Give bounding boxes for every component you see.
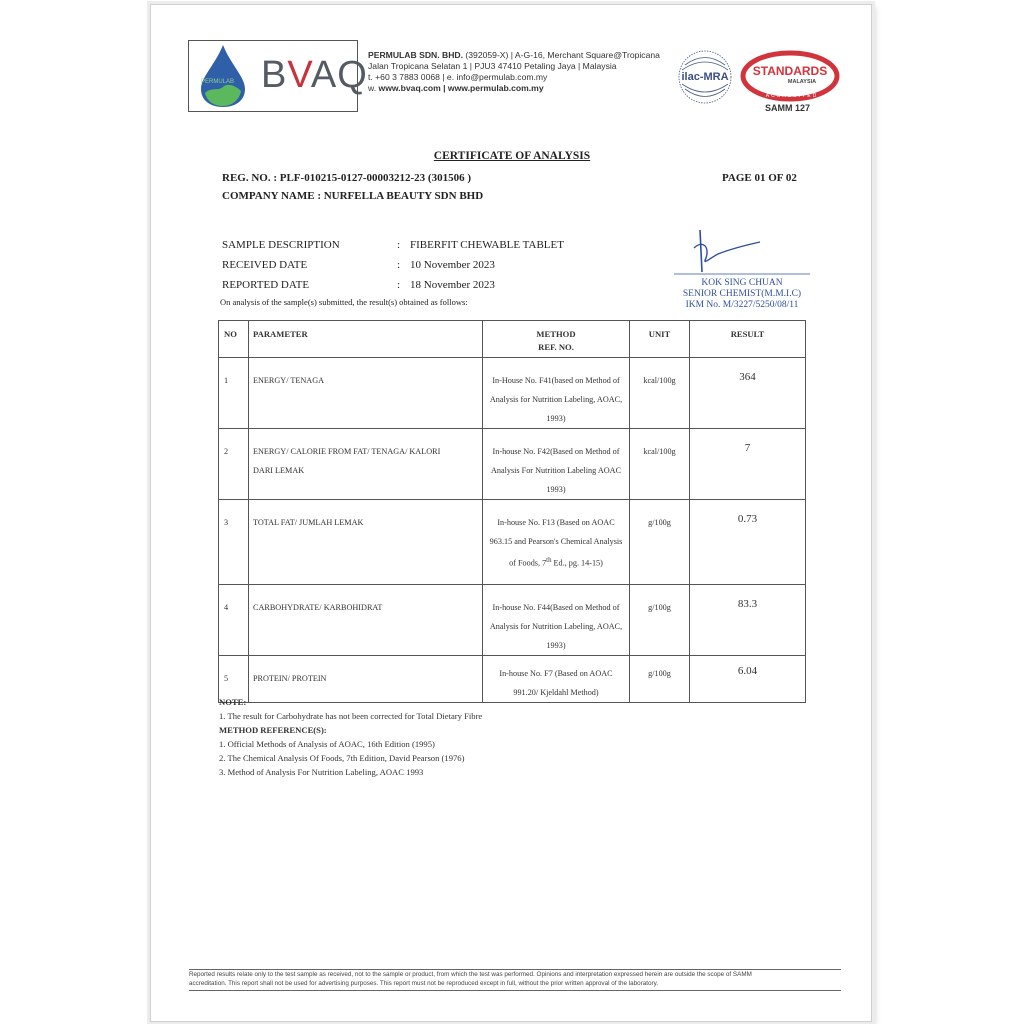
sample-description-label: SAMPLE DESCRIPTION (222, 239, 340, 251)
certificate-title: CERTIFICATE OF ANALYSIS (433, 150, 591, 162)
reg-number: REG. NO. : PLF-010215-0127-00003212-23 (301506 ) (222, 172, 472, 184)
table-row (219, 429, 806, 500)
row-unit: g/100g (648, 669, 671, 678)
row-unit: kcal/100g (643, 447, 676, 456)
reference-item: 3. Method of Analysis For Nutrition Labeling, AOAC 1993 (219, 767, 424, 777)
row-parameter: ENERGY/ TENAGA (253, 376, 325, 385)
results-table (218, 320, 806, 703)
web-line (368, 83, 660, 94)
reported-date-sep: : (397, 279, 401, 291)
table-row (219, 585, 806, 656)
row-unit: g/100g (648, 603, 671, 612)
row-method-part-a: In-house No. F13 (Based on AOAC 963.15 and Pearson's Chemical Analysis of Foods, 7 (489, 518, 623, 568)
header-method (483, 321, 630, 358)
drop-label: PERMULAB (201, 79, 235, 85)
footer-line-2: accreditation. This report shall not be used for advertising purposes. This report must not be reproduced except in full, without the prior written approval of the laboratory. (189, 979, 659, 987)
row-unit: kcal/100g (643, 376, 676, 385)
standards-ring-text: ACCREDITED (765, 93, 819, 99)
row-unit: g/100g (648, 518, 671, 527)
row-parameter: PROTEIN/ PROTEIN (253, 674, 327, 683)
standards-sub: MALAYSIA (787, 79, 817, 85)
row-parameter: ENERGY/ CALORIE FROM FAT/ TENAGA/ KALORI DARI LEMAK (253, 447, 441, 475)
received-date-sep: : (397, 259, 401, 271)
header-unit: UNIT (630, 321, 690, 358)
signatory-block (672, 278, 812, 311)
web-prefix: w. (368, 83, 379, 93)
page-number: PAGE 01 OF 02 (722, 172, 797, 184)
company-name: COMPANY NAME : NURFELLA BEAUTY SDN BHD (222, 190, 484, 202)
page-title (0, 150, 1024, 162)
bvaq-v-letter: V (287, 54, 311, 96)
ilac-text: ilac-MRA (681, 71, 729, 83)
water-drop-icon (193, 43, 253, 109)
method-reference-heading: METHOD REFERENCE(S): (219, 725, 327, 735)
header-parameter: PARAMETER (249, 321, 483, 358)
signatory-ikm: IKM No. M/3227/5250/08/11 (685, 300, 799, 310)
address-line-1 (368, 50, 660, 61)
standards-text: STANDARDS (752, 64, 828, 78)
note-item: 1. The result for Carbohydrate has not been corrected for Total Dietary Fibre (219, 711, 483, 721)
header-method-line2: REF. NO. (538, 342, 574, 352)
row-result: 6.04 (737, 665, 758, 677)
header-no: NO (219, 321, 249, 358)
contact-line: t. +60 3 7883 0068 | e. info@permulab.com.my (368, 72, 548, 82)
row-result: 0.73 (737, 513, 758, 525)
samm-number: SAMM 127 (765, 103, 811, 113)
lab-address (368, 50, 660, 94)
row-no: 1 (224, 376, 229, 385)
lab-company-name: PERMULAB SDN. BHD. (368, 50, 464, 60)
footer-line-1: Reported results relate only to the test sample as received, not to the sample or product, from which the test was performed. Opinions and interpretation expressed herein are outside the scope of SAMM (189, 971, 752, 978)
row-no: 4 (224, 603, 229, 612)
row-result: 364 (739, 371, 756, 383)
received-date-label: RECEIVED DATE (222, 259, 308, 271)
row-method: In-house No. F42(Based on Method of Analysis For Nutrition Labeling AOAC 1993) (490, 447, 622, 494)
intro-text: On analysis of the sample(s) submitted, the result(s) obtained as follows: (220, 297, 468, 307)
standards-malaysia-logo (740, 50, 840, 102)
ilac-mra-logo (676, 48, 734, 106)
header-result: RESULT (690, 321, 806, 358)
row-parameter: CARBOHYDRATE/ KARBOHIDRAT (253, 603, 383, 612)
lab-reg-address: (392059-X) | A-G-16, Merchant Square@Tropicana (463, 50, 660, 60)
sample-description-sep: : (397, 239, 401, 251)
web-links: www.bvaq.com | www.permulab.com.my (378, 83, 544, 93)
reference-item: 1. Official Methods of Analysis of AOAC, 16th Edition (1995) (219, 739, 435, 749)
table-row (219, 500, 806, 585)
row-method: In-house No. F7 (Based on AOAC 991.20/ Kjeldahl Method) (499, 669, 613, 697)
signature (672, 228, 812, 278)
row-no: 3 (224, 518, 229, 527)
table-row (219, 358, 806, 429)
row-method: In-house No. F44(Based on Method of Analysis for Nutrition Labeling, AOAC, 1993) (489, 603, 623, 650)
row-no: 5 (224, 674, 229, 683)
row-method-part-b: Ed., pg. 14-15) (551, 558, 603, 568)
table-header-row (219, 321, 806, 358)
row-method-sup: th (546, 557, 552, 564)
row-no: 2 (224, 447, 229, 456)
reference-item: 2. The Chemical Analysis Of Foods, 7th Edition, David Pearson (1976) (219, 753, 465, 763)
sample-description-value: FIBERFIT CHEWABLE TABLET (410, 239, 564, 251)
footer-disclaimer (189, 969, 841, 991)
received-date-value: 10 November 2023 (410, 259, 495, 271)
address-line-2: Jalan Tropicana Selatan 1 | PJU3 47410 Petaling Jaya | Malaysia (368, 61, 617, 71)
row-parameter: TOTAL FAT/ JUMLAH LEMAK (253, 518, 364, 527)
reported-date-label: REPORTED DATE (222, 279, 310, 291)
bvaq-logo (188, 40, 368, 112)
row-method: In-House No. F41(based on Method of Analysis for Nutrition Labeling, AOAC, 1993) (489, 376, 623, 423)
header-method-line1: METHOD (536, 329, 576, 339)
reported-date-value: 18 November 2023 (410, 279, 495, 291)
bvaq-wordmark: BVAQ (261, 54, 368, 96)
note-heading: NOTE: (219, 697, 247, 707)
signatory-name: KOK SING CHUAN (701, 278, 783, 288)
row-method (483, 500, 629, 573)
signatory-title: SENIOR CHEMIST(M.M.I.C) (682, 289, 802, 299)
row-result: 83.3 (737, 598, 758, 610)
row-result: 7 (744, 442, 751, 454)
notes-section (219, 695, 482, 779)
